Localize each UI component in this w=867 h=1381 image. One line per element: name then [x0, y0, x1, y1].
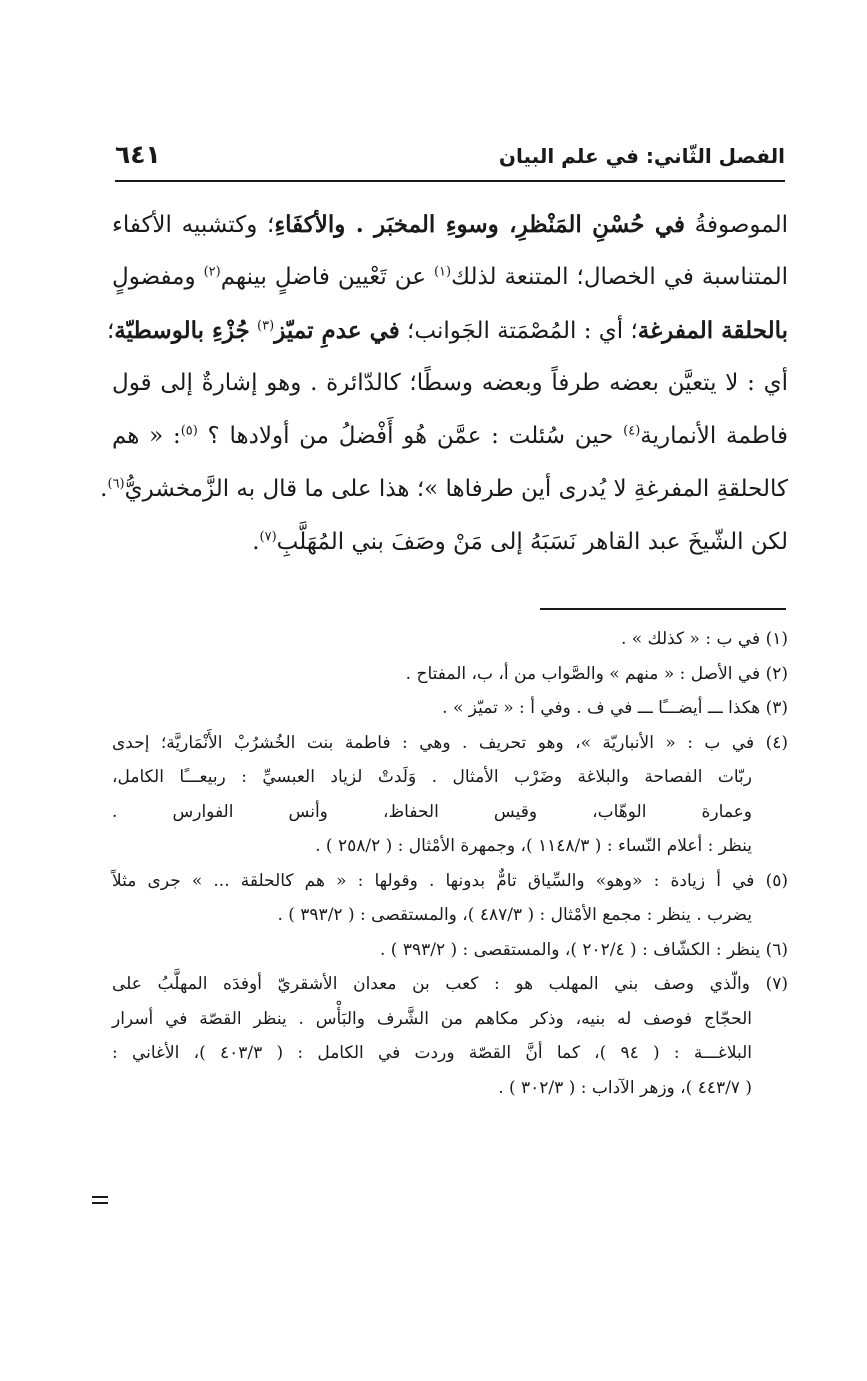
text-run: لكن الشّيخَ عبد القاهر نَسَبَهُ إلى مَنْ وصَفَ بني المُهَلَّبِ [276, 529, 788, 555]
text-line [112, 410, 788, 463]
footnote-line: (١) في ب : « كذلك » . [621, 629, 788, 649]
text-line [112, 198, 788, 251]
footnote-separator [540, 608, 786, 610]
text-run: عن تَعْيين فاضلٍ بينهم [220, 264, 434, 290]
margin-mark [92, 1196, 108, 1204]
footnote-line: ربّات الفصاحة والبلاغة وضَرْب الأمثال . وَلَدتْ لزياد العبسيِّ : ربيعـــًا الكامل، [112, 767, 752, 787]
footnote-line: ينظر : أعلام النّساء : ( ١١٤٨/٣ )، وجمهرة الأمْثال : ( ٢٥٨/٢ ) . [315, 836, 752, 856]
text-run: كالحلقةِ المفرغةِ لا يُدرى أين طرفاها »؛ هذا على ما قال به الزَّمخشريُّ [124, 476, 788, 502]
footnote [112, 933, 788, 968]
footnote-line: الحجّاج فوصف له بنيه، وذكر مكاهم من الشَّرف والبَأْس . ينظر القصّة في أسرار [112, 1008, 752, 1029]
text-run: : « هم [112, 423, 181, 449]
text-line [106, 304, 788, 357]
footnote-ref: (٧) [259, 529, 277, 545]
footnote [112, 726, 788, 864]
text-line [112, 357, 788, 410]
bold-term: بالحلقة المفرغة [637, 317, 788, 344]
footnote [112, 657, 788, 692]
text-run: حين سُئلت : عمَّن هُو أَفْضلُ من أولادها ؟ [197, 423, 624, 449]
text-line [112, 251, 788, 304]
footnote-ref: (٦) [107, 476, 125, 492]
footnote [112, 864, 788, 933]
footnote-ref: (٥) [180, 423, 198, 439]
footnote [112, 691, 788, 726]
text-run: . [100, 476, 108, 502]
footnote [112, 967, 788, 1105]
text-run [250, 318, 257, 344]
page-number: ٦٤١ [115, 140, 161, 169]
text-run: المتناسبة في الخصال؛ المتنعة لذلك [451, 264, 788, 290]
bold-term: جُزْءِ بالوسطيّة [114, 317, 250, 344]
footnote [112, 622, 788, 657]
text-run: . [252, 529, 260, 555]
footnote-line: وعمارة الوهّاب، وقيس الحفاظ، وأنس الفوارس . [112, 801, 752, 822]
footnote-line: (٧) والّذي وصف بني المهلب هو : كعب بن معدان الأشقريّ أوفدَه المهلَّبُ على [112, 974, 788, 994]
footnote-ref: (٣) [257, 318, 275, 334]
footnote-ref: (١) [433, 264, 452, 280]
text-run: ؛ أي : المُصْمَتة الجَوانب؛ [399, 318, 638, 344]
text-run: أي : لا يتعيَّن بعضه طرفاً وبعضه وسطًا؛ كالدّائرة . وهو إشارةٌ إلى قول [112, 370, 788, 396]
chapter-title: الفصل الثّاني: في علم البيان [498, 144, 785, 168]
text-run: فاطمة الأنمارية [640, 423, 788, 449]
header-rule [115, 180, 785, 182]
footnote-line: (٦) ينظر : الكشّاف : ( ٢٠٢/٤ )، والمستقصى : ( ٣٩٣/٢ ) . [380, 939, 788, 960]
text-run: ؛ [106, 318, 115, 344]
footnotes [112, 622, 788, 1105]
bold-term: في حُسْنِ المَنْظرِ، وسوءِ المخبَر . والأكفَاءِ [274, 211, 685, 238]
bold-term: في عدمِ تميّز [274, 317, 400, 344]
text-run: الموصوفةُ [684, 212, 788, 238]
text-run: ؛ وكتشبيه الأكفاء [112, 212, 275, 238]
text-line [100, 463, 788, 516]
footnote-line: (٢) في الأصل : « منهم » والصَّواب من أ، ب، المفتاح . [405, 663, 788, 684]
footnote-line: البلاغـــة : ( ٩٤ )، كما أنَّ القصّة وردت في الكامل : ( ٤٠٣/٣ )، الأغاني : [112, 1043, 752, 1063]
footnote-line: ( ٤٤٣/٧ )، وزهر الآداب : ( ٣٠٢/٣ ) . [498, 1077, 752, 1098]
footnote-line: (٤) في ب : « الأنباريّة »، وهو تحريف . وهي : فاطمة بنت الخُشرُبْ الأَنْمَاريَّة؛ إحدى [112, 732, 788, 753]
footnote-ref: (٤) [623, 423, 641, 439]
text-run: ومفضولٍ [112, 264, 204, 290]
footnote-line: (٥) في أ زيادة : «وهو» والسِّياق تامٌّ بدونها . وقولها : « هم كالحلقة ... » جرى مثلاً [112, 870, 788, 891]
footnote-line: (٣) هكذا ـــ أيضـــًا ـــ في ف . وفي أ : « تميّز » . [442, 698, 788, 718]
running-header [115, 138, 785, 178]
footnote-ref: (٢) [203, 264, 221, 280]
footnote-line: يضرب . ينظر : مجمع الأمْثال : ( ٤٨٧/٣ )، والمستقصى : ( ٣٩٣/٢ ) . [277, 905, 752, 925]
main-text [100, 198, 788, 569]
text-line [112, 516, 788, 569]
